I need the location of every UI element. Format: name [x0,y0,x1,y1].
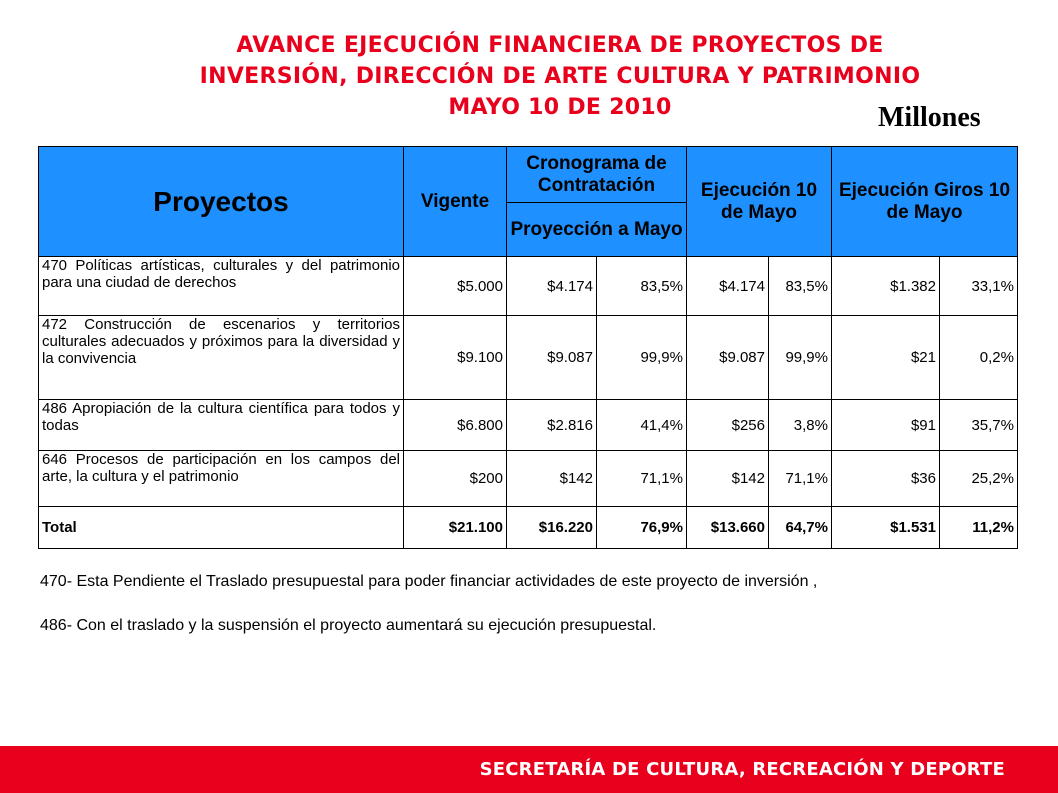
table-row [39,400,1018,451]
project-name: 472 Construcción de escenarios y territorios culturales adecuados y próximos para la diversidad y la convivencia [39,316,404,400]
giros-value: $36 [832,451,940,507]
total-giros-percent: 11,2% [940,507,1018,549]
ejecucion-value: $4.174 [687,257,769,316]
footer-bar [0,746,1058,793]
project-name: 486 Apropiación de la cultura científica para todos y todas [39,400,404,451]
ejecucion-value: $9.087 [687,316,769,400]
proyeccion-percent: 41,4% [597,400,687,451]
giros-percent: 33,1% [940,257,1018,316]
ejecucion-percent: 71,1% [769,451,832,507]
table-row [39,316,1018,400]
total-proyeccion-value: $16.220 [507,507,597,549]
total-label: Total [39,507,404,549]
proyeccion-percent: 71,1% [597,451,687,507]
table-row [39,257,1018,316]
proyeccion-value: $2.816 [507,400,597,451]
units-label: Millones [878,102,981,133]
header-giros: Ejecución Giros 10 de Mayo [832,147,1018,257]
footer-text: SECRETARÍA DE CULTURA, RECREACIÓN Y DEPORTE [479,759,1005,780]
giros-value: $21 [832,316,940,400]
giros-percent: 25,2% [940,451,1018,507]
vigente-cell: $5.000 [404,257,507,316]
ejecucion-value: $142 [687,451,769,507]
notes-section [40,571,1000,659]
header-proyeccion: Proyección a Mayo [507,203,687,257]
vigente-cell: $200 [404,451,507,507]
giros-value: $91 [832,400,940,451]
ejecucion-percent: 3,8% [769,400,832,451]
project-name: 646 Procesos de participación en los campos del arte, la cultura y el patrimonio [39,451,404,507]
proyeccion-percent: 99,9% [597,316,687,400]
header-cronograma: Cronograma de Contratación [507,147,687,203]
vigente-cell: $6.800 [404,400,507,451]
header-proyectos: Proyectos [39,147,404,257]
proyeccion-value: $142 [507,451,597,507]
total-ejecucion-percent: 64,7% [769,507,832,549]
table-row [39,451,1018,507]
project-name: 470 Políticas artísticas, culturales y del patrimonio para una ciudad de derechos [39,257,404,316]
note-486: 486- Con el traslado y la suspensión el proyecto aumentará su ejecución presupuestal. [40,617,657,634]
total-row [39,507,1018,549]
title-line-1: AVANCE EJECUCIÓN FINANCIERA DE PROYECTOS DE [236,33,884,58]
ejecucion-value: $256 [687,400,769,451]
total-proyeccion-percent: 76,9% [597,507,687,549]
title-line-2: INVERSIÓN, DIRECCIÓN DE ARTE CULTURA Y PATRIMONIO [199,64,921,89]
total-giros-value: $1.531 [832,507,940,549]
projects-table [38,146,1018,549]
ejecucion-percent: 99,9% [769,316,832,400]
header-vigente: Vigente [404,147,507,257]
header-ejecucion: Ejecución 10 de Mayo [687,147,832,257]
header-row [39,147,1018,203]
proyeccion-value: $4.174 [507,257,597,316]
proyeccion-percent: 83,5% [597,257,687,316]
giros-percent: 0,2% [940,316,1018,400]
total-vigente: $21.100 [404,507,507,549]
note-470: 470- Esta Pendiente el Traslado presupuestal para poder financiar actividades de este proyecto de inversión , [40,573,818,590]
title-line-3: MAYO 10 DE 2010 [448,95,672,120]
vigente-cell: $9.100 [404,316,507,400]
giros-value: $1.382 [832,257,940,316]
giros-percent: 35,7% [940,400,1018,451]
proyeccion-value: $9.087 [507,316,597,400]
ejecucion-percent: 83,5% [769,257,832,316]
total-ejecucion-value: $13.660 [687,507,769,549]
